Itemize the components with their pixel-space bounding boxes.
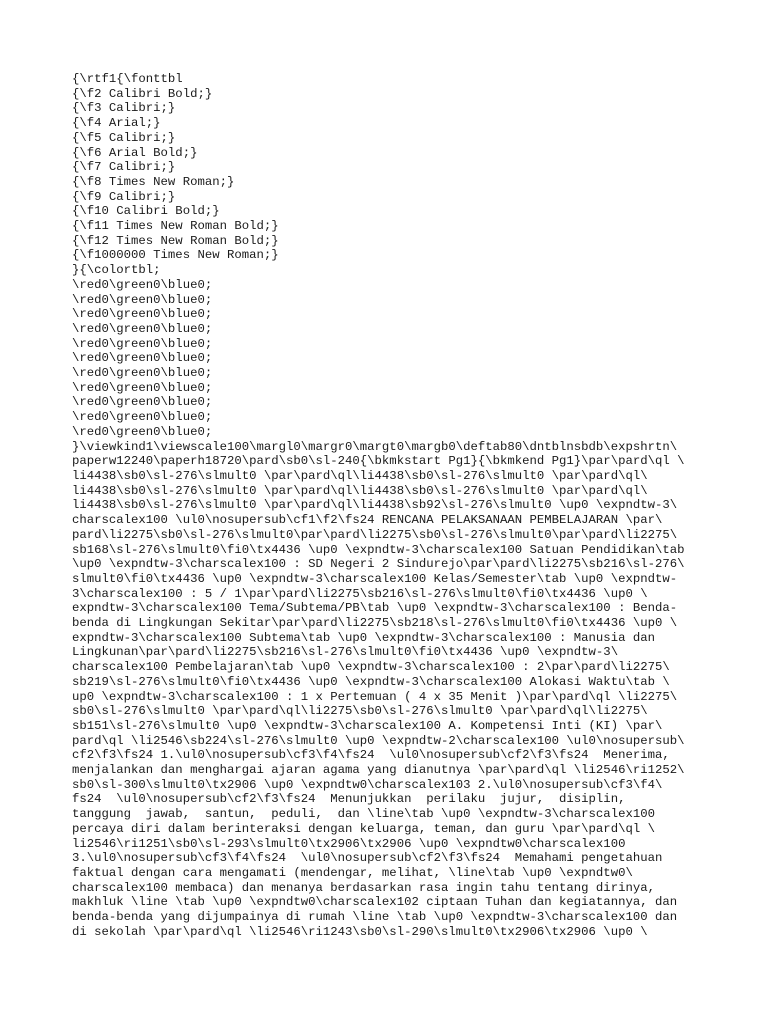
source-line: \red0\green0\blue0; — [72, 307, 213, 322]
source-line: \red0\green0\blue0; — [72, 380, 213, 395]
source-line: \red0\green0\blue0; — [72, 277, 213, 292]
source-line: li4438\sb0\sl-276\slmult0 \par\pard\ql\li4438\sb0\sl-276\slmult0 \par\pard\ql\ — [72, 483, 648, 498]
source-line: benda di Lingkungan Sekitar\par\pard\li2275\sb218\sl-276\slmult0\fi0\tx4436 \up0 \ — [72, 616, 678, 631]
source-line: li4438\sb0\sl-276\slmult0 \par\pard\ql\li4438\sb0\sl-276\slmult0 \par\pard\ql\ — [72, 468, 648, 483]
source-line: faktual dengan cara mengamati (mendengar, melihat, \line\tab \up0 \expndtw0\ — [72, 865, 633, 880]
source-line: {\f8 Times New Roman;} — [72, 174, 235, 189]
source-line: \red0\green0\blue0; — [72, 424, 213, 439]
source-line: li2546\ri1251\sb0\sl-293\slmult0\tx2906\tx2906 \up0 \expndtw0\charscalex100 — [72, 836, 626, 851]
source-line: pard\ql \li2546\sb224\sl-276\slmult0 \up0 \expndtw-2\charscalex100 \ul0\nosupersub\ — [72, 733, 685, 748]
source-line: {\f9 Calibri;} — [72, 189, 176, 204]
source-line: slmult0\fi0\tx4436 \up0 \expndtw-3\charscalex100 Kelas/Semester\tab \up0 \expndtw- — [72, 571, 678, 586]
source-line: \red0\green0\blue0; — [72, 395, 213, 410]
source-line: {\f1000000 Times New Roman;} — [72, 248, 279, 263]
source-line: sb0\sl-300\slmult0\tx2906 \up0 \expndtw0\charscalex103 2.\ul0\nosupersub\cf3\f4\ — [72, 777, 663, 792]
source-line: paperw12240\paperh18720\pard\sb0\sl-240{\bkmkstart Pg1}{\bkmkend Pg1}\par\pard\ql \ — [72, 454, 685, 469]
source-line: expndtw-3\charscalex100 Tema/Subtema/PB\tab \up0 \expndtw-3\charscalex100 : Benda- — [72, 601, 678, 616]
source-line: }{\colortbl; — [72, 263, 161, 278]
source-line: di sekolah \par\pard\ql \li2546\ri1243\sb0\sl-290\slmult0\tx2906\tx2906 \up0 \ — [72, 924, 648, 939]
source-line: li4438\sb0\sl-276\slmult0 \par\pard\ql\li4438\sb92\sl-276\slmult0 \up0 \expndtw-3\ — [72, 498, 678, 513]
source-line: makhluk \line \tab \up0 \expndtw0\charscalex102 ciptaan Tuhan dan kegiatannya, dan — [72, 895, 678, 910]
source-line: percaya diri dalam berinteraksi dengan keluarga, teman, dan guru \par\pard\ql \ — [72, 821, 655, 836]
source-line: up0 \expndtw-3\charscalex100 : 1 x Pertemuan ( 4 x 35 Menit )\par\pard\ql \li2275\ — [72, 689, 678, 704]
source-line: pard\li2275\sb0\sl-276\slmult0\par\pard\li2275\sb0\sl-276\slmult0\par\pard\li2275\ — [72, 527, 678, 542]
source-line: sb168\sl-276\slmult0\fi0\tx4436 \up0 \expndtw-3\charscalex100 Satuan Pendidikan\tab — [72, 542, 685, 557]
source-line: {\f4 Arial;} — [72, 116, 161, 131]
source-line: sb219\sl-276\slmult0\fi0\tx4436 \up0 \expndtw-3\charscalex100 Alokasi Waktu\tab \ — [72, 674, 670, 689]
source-line: fs24 \ul0\nosupersub\cf2\f3\fs24 Menunjukkan perilaku jujur, disiplin, — [72, 792, 626, 807]
source-line: Lingkunan\par\pard\li2275\sb216\sl-276\slmult0\fi0\tx4436 \up0 \expndtw-3\ — [72, 645, 619, 660]
source-line: charscalex100 Pembelajaran\tab \up0 \expndtw-3\charscalex100 : 2\par\pard\li2275\ — [72, 660, 670, 675]
source-line: {\f3 Calibri;} — [72, 101, 176, 116]
source-line: charscalex100 membaca) dan menanya berdasarkan rasa ingin tahu tentang dirinya, — [72, 880, 655, 895]
source-line: {\rtf1{\fonttbl — [72, 72, 183, 86]
source-line: \red0\green0\blue0; — [72, 351, 213, 366]
source-line: charscalex100 \ul0\nosupersub\cf1\f2\fs24 RENCANA PELAKSANAAN PEMBELAJARAN \par\ — [72, 513, 663, 528]
source-line: cf2\f3\fs24 1.\ul0\nosupersub\cf3\f4\fs24 \ul0\nosupersub\cf2\f3\fs24 Menerima, — [72, 748, 670, 763]
source-line: sb151\sl-276\slmult0 \up0 \expndtw-3\charscalex100 A. Kompetensi Inti (KI) \par\ — [72, 718, 663, 733]
source-line: \red0\green0\blue0; — [72, 366, 213, 381]
source-line: {\f12 Times New Roman Bold;} — [72, 233, 279, 248]
source-line: {\f2 Calibri Bold;} — [72, 86, 213, 101]
source-line: 3.\ul0\nosupersub\cf3\f4\fs24 \ul0\nosupersub\cf2\f3\fs24 Memahami pengetahuan — [72, 851, 663, 866]
source-line: }\viewkind1\viewscale100\margl0\margr0\margt0\margb0\deftab80\dntblnsbdb\expshrtn\ — [72, 439, 678, 454]
source-line: sb0\sl-276\slmult0 \par\pard\ql\li2275\sb0\sl-276\slmult0 \par\pard\ql\li2275\ — [72, 704, 648, 719]
source-line: \up0 \expndtw-3\charscalex100 : SD Negeri 2 Sindurejo\par\pard\li2275\sb216\sl-276\ — [72, 557, 685, 572]
source-line: \red0\green0\blue0; — [72, 321, 213, 336]
source-line: {\f6 Arial Bold;} — [72, 145, 198, 160]
source-line: \red0\green0\blue0; — [72, 336, 213, 351]
source-line: {\f7 Calibri;} — [72, 160, 176, 175]
source-line: {\f10 Calibri Bold;} — [72, 204, 220, 219]
source-line: {\f11 Times New Roman Bold;} — [72, 219, 279, 234]
source-line: \red0\green0\blue0; — [72, 292, 213, 307]
source-line: 3\charscalex100 : 5 / 1\par\pard\li2275\sb216\sl-276\slmult0\fi0\tx4436 \up0 \ — [72, 586, 648, 601]
rtf-source-text — [72, 72, 685, 939]
source-line: menjalankan dan menghargai ajaran agama yang dianutnya \par\pard\ql \li2546\ri1252\ — [72, 763, 685, 778]
source-line: \red0\green0\blue0; — [72, 410, 213, 425]
source-line: tanggung jawab, santun, peduli, dan \line\tab \up0 \expndtw-3\charscalex100 — [72, 807, 655, 822]
source-line: benda-benda yang dijumpainya di rumah \line \tab \up0 \expndtw-3\charscalex100 dan — [72, 910, 678, 925]
source-line: expndtw-3\charscalex100 Subtema\tab \up0 \expndtw-3\charscalex100 : Manusia dan — [72, 630, 655, 645]
source-line: {\f5 Calibri;} — [72, 130, 176, 145]
